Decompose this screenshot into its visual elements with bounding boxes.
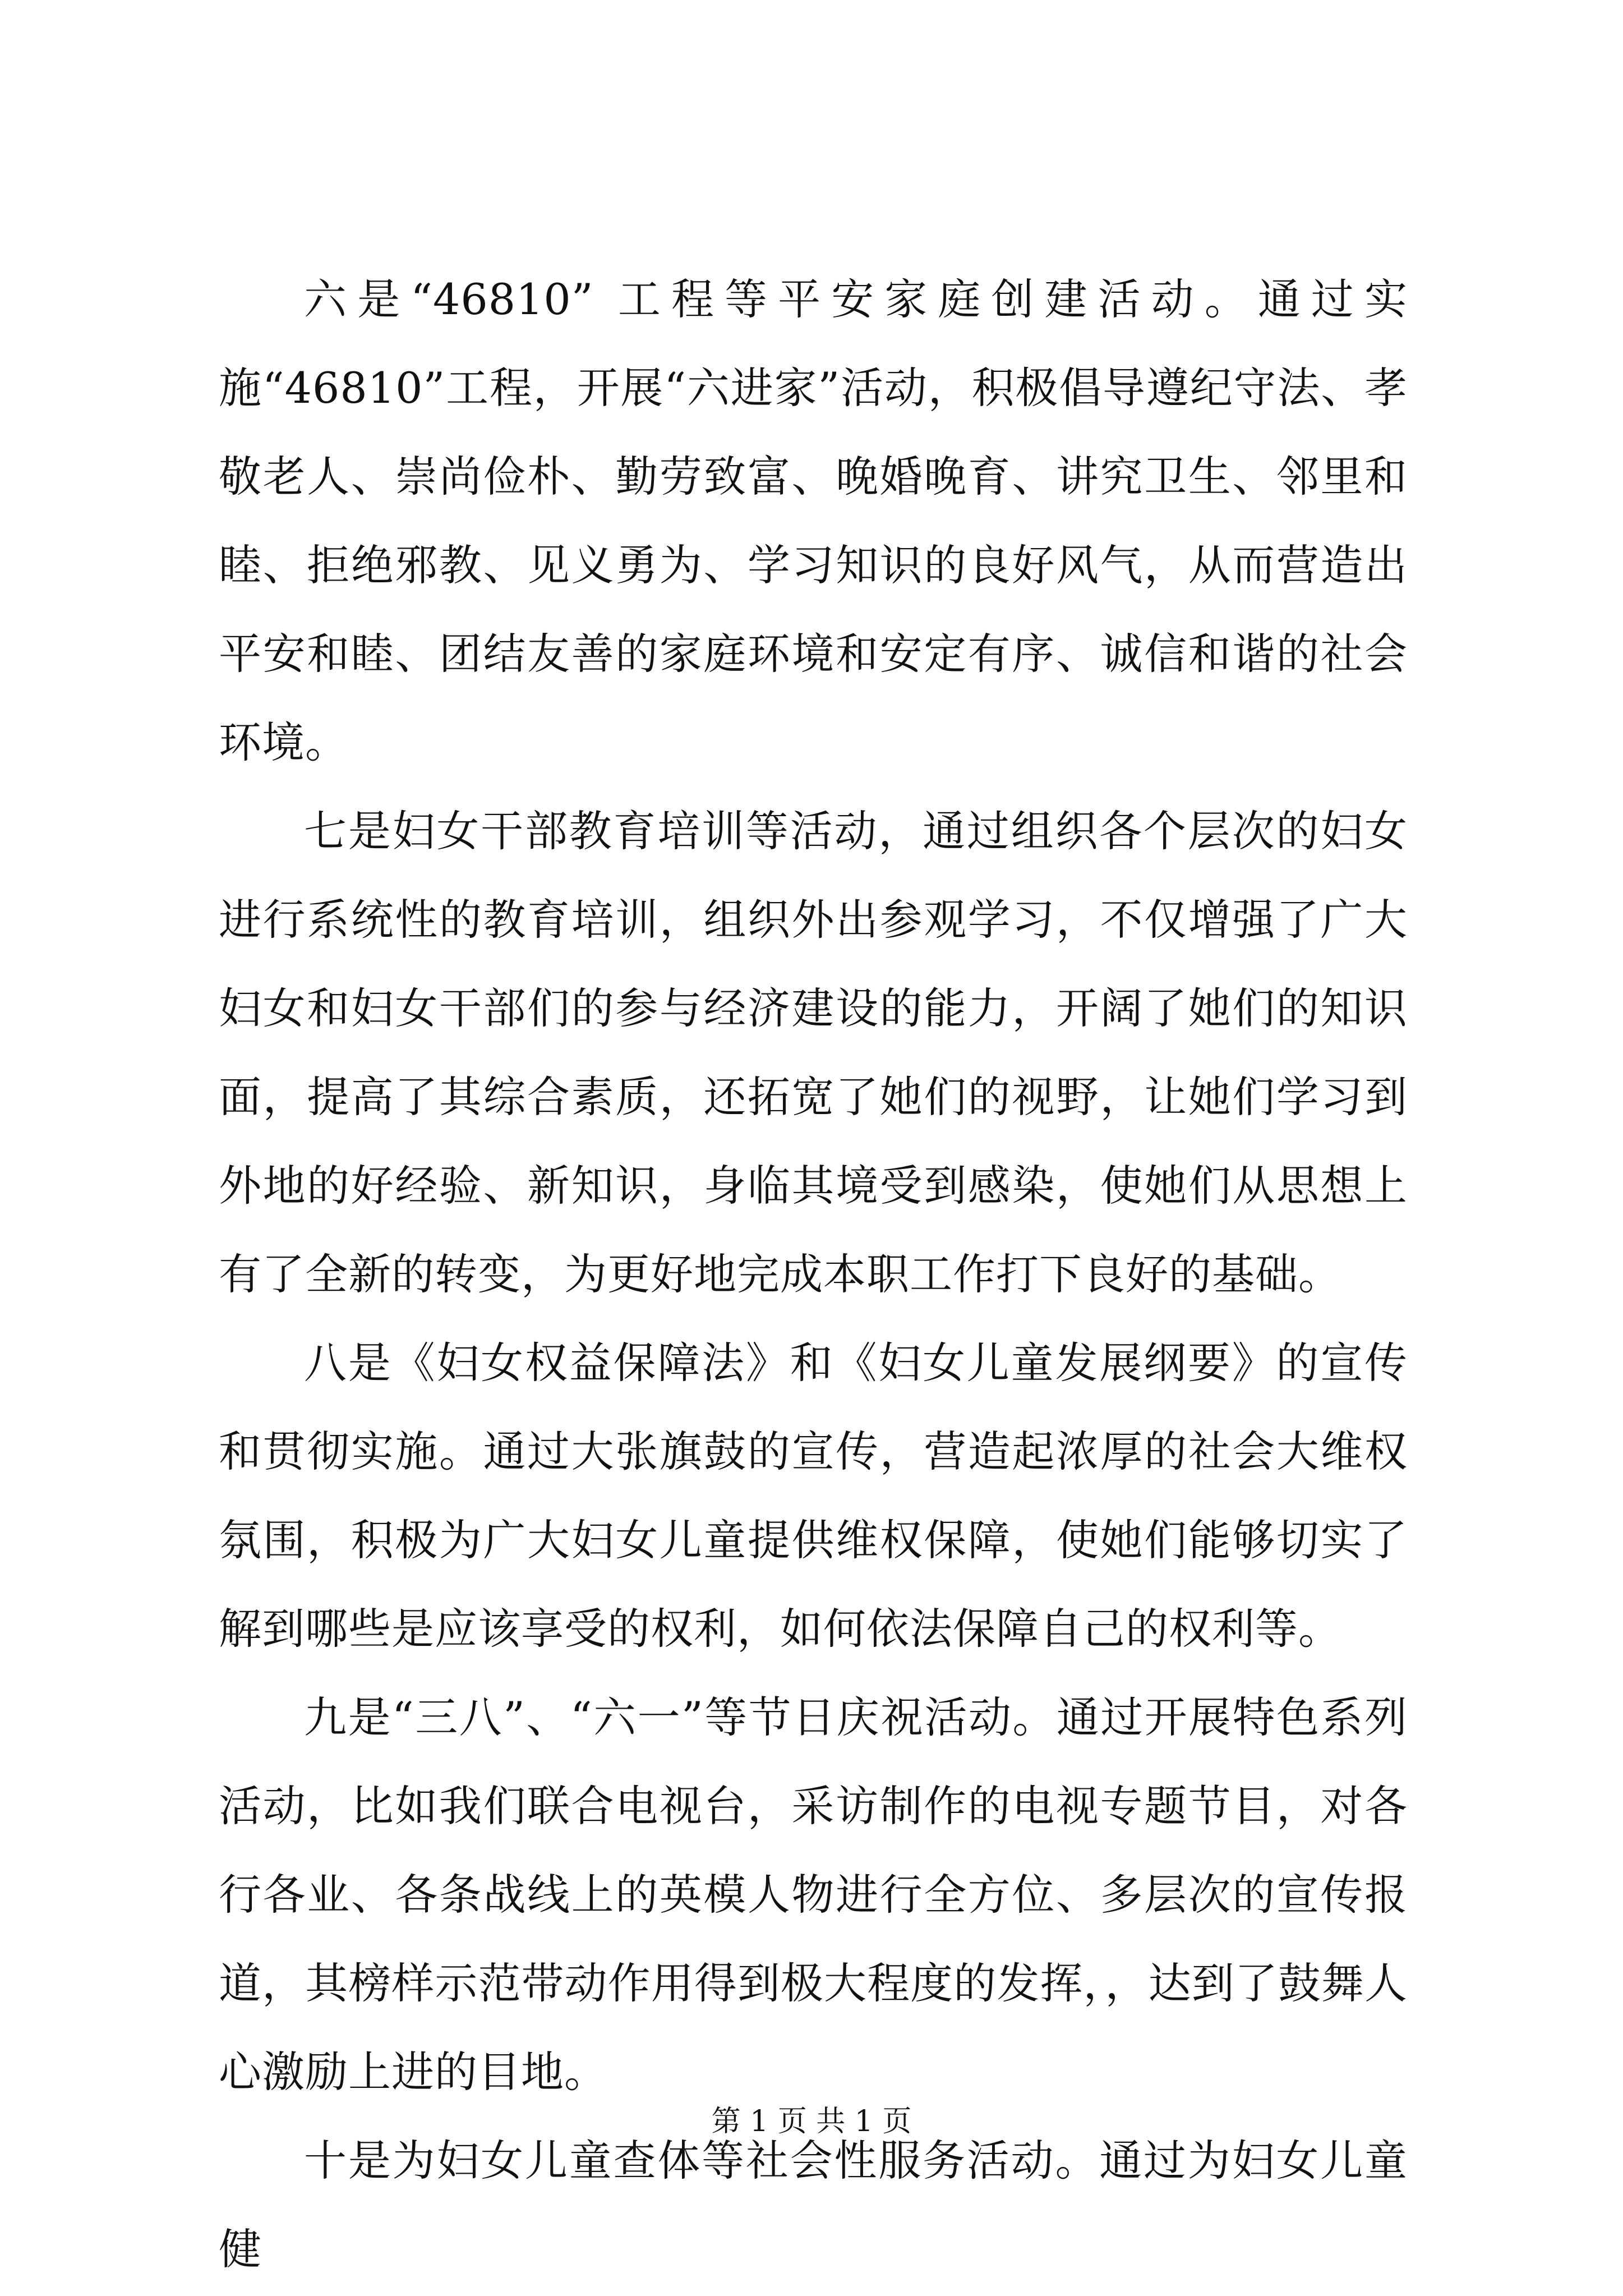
paragraph-seven: 七是妇女干部教育培训等活动，通过组织各个层次的妇女进行系统性的教育培训，组织外出参观学习，不仅增强了广大妇女和妇女干部们的参与经济建设的能力，开阔了她们的知识面，提高了其综合素质，还拓宽了她们的视野，让她们学习到外地的好经验、新知识，身临其境受到感染，使她们从思想上有了全新的转变，为更好地完成本职工作打下良好的基础。 bbox=[219, 806, 1408, 1299]
paragraph-nine: 九是“三八”、“六一”等节日庆祝活动。通过开展特色系列活动，比如我们联合电视台，采访制作的电视专题节目，对各行各业、各条战线上的英模人物进行全方位、多层次的宣传报道，其榜样示范带动作用得到极大程度的发挥，，达到了鼓舞人心激励上进的目地。 bbox=[219, 1692, 1408, 2097]
paragraph-ten: 十是为妇女儿童查体等社会性服务活动。通过为妇女儿童健 bbox=[219, 2136, 1408, 2274]
page-footer: 第 1 页 共 1 页 bbox=[711, 2105, 912, 2138]
paragraph-eight: 八是《妇女权益保障法》和《妇女儿童发展纲要》的宣传和贯彻实施。通过大张旗鼓的宣传，营造起浓厚的社会大维权氛围，积极为广大妇女儿童提供维权保障，使她们能够切实了解到哪些是应该享受的权利，如何依法保障自己的权利等。 bbox=[219, 1338, 1408, 1654]
document-body bbox=[219, 255, 1408, 2294]
paragraph-six: 六是“46810” 工程等平安家庭创建活动。通过实施“46810”工程，开展“六进家”活动，积极倡导遵纪守法、孝敬老人、崇尚俭朴、勤劳致富、晚婚晚育、讲究卫生、邻里和睦、拒绝邪教、见义勇为、学习知识的良好风气，从而营造出平安和睦、团结友善的家庭环境和安定有序、诚信和谐的社会环境。 bbox=[219, 274, 1408, 767]
